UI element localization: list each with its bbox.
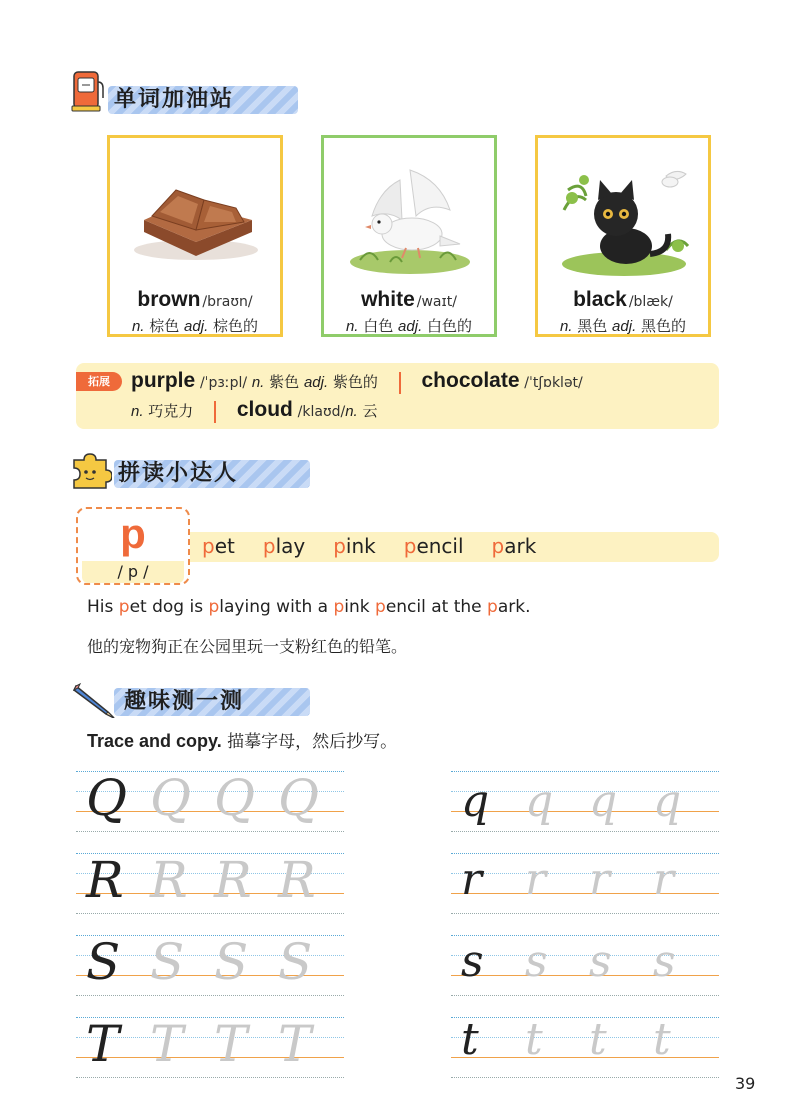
extension-panel <box>76 363 719 429</box>
trace-letter: R <box>214 851 252 909</box>
model-letter: R <box>86 851 124 909</box>
vocab-meaning: n. 白色 adj. 白色的 <box>345 317 473 335</box>
extension-tag: 拓展 <box>76 372 122 391</box>
extension-line-1: purple /ˈpɜːpl/ n. 紫色 adj. 紫色的 chocolate /ˈtʃɒklət/ <box>131 369 583 392</box>
vocab-section-header <box>70 78 300 118</box>
trace-letter: S <box>278 933 313 991</box>
vocab-word: brown <box>137 288 201 311</box>
trace-row-Q[interactable] <box>76 771 344 831</box>
pencil-icon <box>70 678 118 718</box>
page-number: 39 <box>735 1074 756 1093</box>
trace-letter: r <box>525 854 547 905</box>
black-cat-image <box>554 150 694 280</box>
trace-letter: T <box>214 1015 248 1073</box>
practice-section-header <box>70 680 310 720</box>
trace-row-R[interactable] <box>76 853 344 913</box>
divider <box>214 401 216 423</box>
chocolate-image <box>126 150 266 280</box>
model-letter: r <box>461 854 483 905</box>
phonics-word: play <box>262 534 306 558</box>
trace-letter: t <box>589 1014 607 1065</box>
trace-letter: s <box>589 936 612 987</box>
model-letter: Q <box>86 769 127 827</box>
trace-letter: t <box>653 1014 671 1065</box>
phonics-word: pet <box>202 534 235 558</box>
vocab-phonetic: /blæk/ <box>628 294 673 310</box>
trace-row-T[interactable] <box>76 1017 344 1077</box>
example-sentence-cn: 他的宠物狗正在公园里玩一支粉红色的铅笔。 <box>87 637 408 656</box>
trace-letter: s <box>525 936 548 987</box>
trace-letter: r <box>653 854 675 905</box>
vocab-card-white <box>321 135 497 337</box>
vocab-card-brown <box>107 135 283 337</box>
model-letter: S <box>86 933 121 991</box>
trace-row-q[interactable] <box>451 771 719 831</box>
vocab-meaning: n. 黑色 adj. 黑色的 <box>559 317 687 335</box>
trace-letter: q <box>589 776 618 827</box>
gas-pump-icon <box>70 70 104 112</box>
trace-row-r[interactable] <box>451 853 719 913</box>
trace-letter: q <box>653 776 682 827</box>
vocab-card-black <box>535 135 711 337</box>
trace-row-t[interactable] <box>451 1014 719 1077</box>
trace-letter: S <box>214 933 249 991</box>
phonics-letter-box <box>76 507 190 585</box>
phonics-section-header <box>70 452 300 492</box>
divider <box>399 372 401 394</box>
phonics-word-band <box>190 532 719 562</box>
puzzle-icon <box>70 452 112 490</box>
practice-instruction: Trace and copy. 描摹字母，然后抄写。 <box>87 731 398 752</box>
ext-phonetic: /ˈtʃɒklət/ <box>524 375 583 391</box>
ext-word: chocolate <box>421 369 520 392</box>
trace-letter: t <box>525 1014 543 1065</box>
section-title: 单词加油站 <box>114 87 235 112</box>
trace-letter: Q <box>278 769 319 827</box>
trace-letter: s <box>653 936 676 987</box>
vocab-meaning: n. 棕色 adj. 棕色的 <box>131 317 259 335</box>
trace-row-s[interactable] <box>451 935 719 995</box>
phonics-ipa: / p / <box>82 561 184 583</box>
model-letter: s <box>461 936 484 987</box>
trace-letter: T <box>150 1015 184 1073</box>
ext-phonetic: /ˈpɜːpl/ <box>199 375 248 391</box>
trace-letter: Q <box>150 769 191 827</box>
extension-line-2: n. 巧克力 cloud /klaʊd/n. 云 <box>131 398 378 421</box>
vocab-word: black <box>573 288 627 311</box>
model-letter: T <box>86 1015 120 1073</box>
trace-letter: q <box>525 776 554 827</box>
phonics-words <box>202 534 564 558</box>
trace-letter: r <box>589 854 611 905</box>
trace-letter: R <box>278 851 316 909</box>
ext-phonetic: /klaʊd/ <box>297 404 346 420</box>
section-title: 拼读小达人 <box>118 461 239 486</box>
trace-letter: R <box>150 851 188 909</box>
phonics-word: pink <box>333 534 376 558</box>
vocab-word: white <box>361 288 415 311</box>
example-sentence-en: His pet dog is playing with a pink pencil at the park. <box>87 597 531 617</box>
model-letter: t <box>461 1014 479 1065</box>
trace-letter: S <box>150 933 185 991</box>
trace-row-S[interactable] <box>76 935 344 995</box>
trace-letter: Q <box>214 769 255 827</box>
phonics-word: park <box>491 534 537 558</box>
ext-word: purple <box>131 369 196 392</box>
vocab-phonetic: /braʊn/ <box>202 294 253 310</box>
model-letter: q <box>461 776 490 827</box>
section-title: 趣味测一测 <box>124 689 245 714</box>
white-dove-image <box>340 150 480 280</box>
ext-word: cloud <box>236 398 293 421</box>
vocab-phonetic: /waɪt/ <box>416 294 457 310</box>
trace-letter: T <box>278 1015 312 1073</box>
phonics-word: pencil <box>403 534 464 558</box>
phonics-letter: p <box>120 510 146 557</box>
